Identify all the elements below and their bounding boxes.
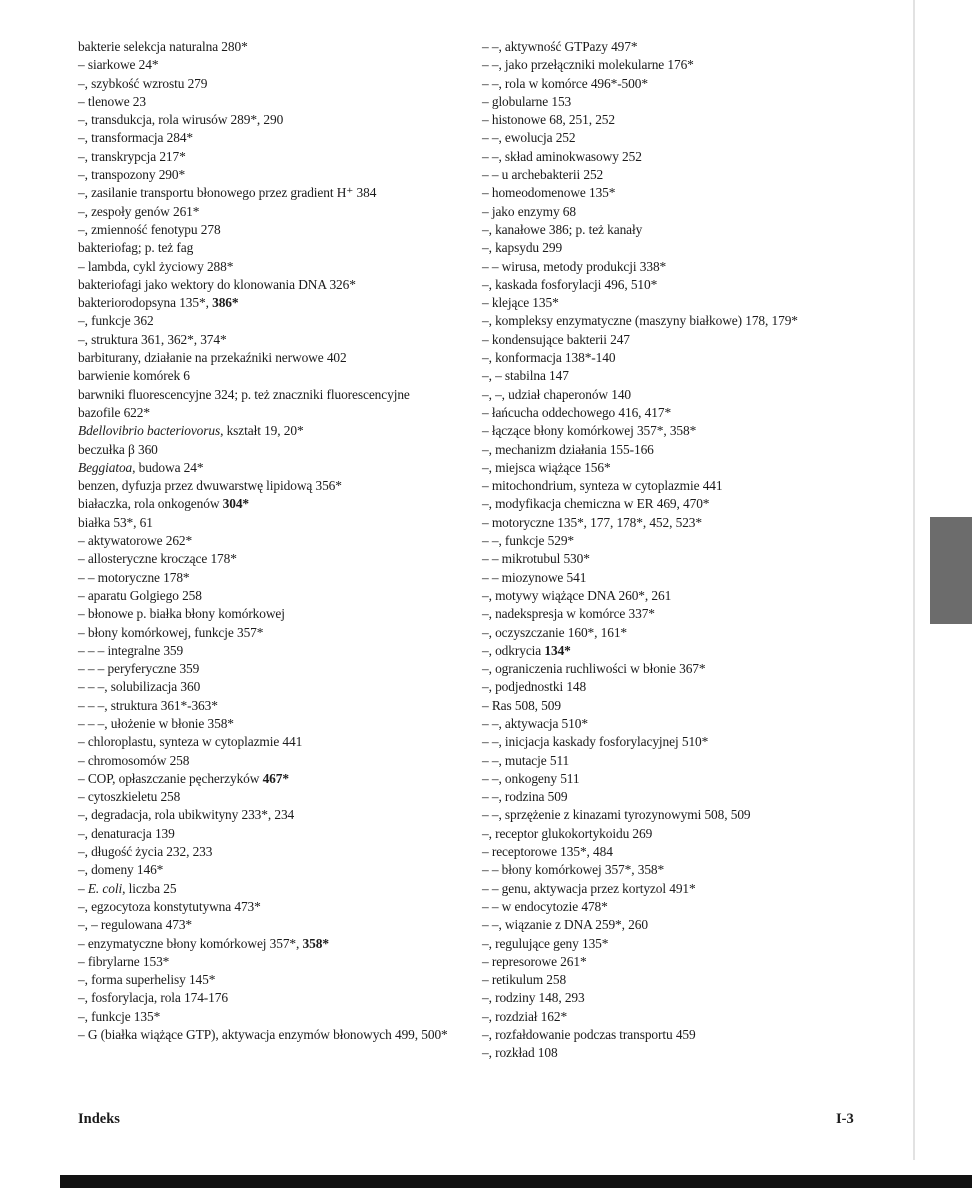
- index-entry-text: – –, onkogeny 511: [482, 770, 580, 786]
- index-entry-text: –, transkrypcja 217*: [78, 148, 186, 164]
- index-entry-text: – Ras 508, 509: [482, 697, 561, 713]
- index-entry: [78, 56, 466, 74]
- index-entry: [482, 642, 866, 660]
- index-entry: [78, 532, 466, 550]
- index-entry-text: – – miozynowe 541: [482, 569, 587, 585]
- index-entry: [78, 495, 466, 513]
- index-entry-text: – jako enzymy 68: [482, 203, 576, 219]
- index-entry-text: – –, mutacje 511: [482, 752, 570, 768]
- index-entry: [482, 38, 866, 56]
- index-entry-text: – – motoryczne 178*: [78, 569, 190, 585]
- index-entry: [482, 825, 866, 843]
- index-entry: [482, 184, 866, 202]
- index-entry-text: – enzymatyczne błony komórkowej 357*,: [78, 935, 303, 951]
- index-entry-text: , kształt 19, 20*: [220, 423, 304, 439]
- index-entry: [78, 514, 466, 532]
- index-entry-text: –, kompleksy enzymatyczne (maszyny białkowe) 178, 179*: [482, 313, 798, 329]
- index-entry-text: –, modyfikacja chemiczna w ER 469, 470*: [482, 496, 710, 512]
- index-entry: [482, 93, 866, 111]
- index-entry-text: – – u archebakterii 252: [482, 167, 604, 183]
- index-entry: [482, 56, 866, 74]
- index-entry-text: – represorowe 261*: [482, 953, 587, 969]
- index-entry-italic: Beggiatoa: [78, 459, 133, 475]
- index-entry-text: – –, rodzina 509: [482, 789, 568, 805]
- index-entry: [78, 166, 466, 184]
- index-entry: [482, 660, 866, 678]
- index-entry-text: – G (białka wiążące GTP), aktywacja enzymów błonowych 499, 500*: [78, 1027, 448, 1043]
- index-entry-text: –, egzocytoza konstytutywna 473*: [78, 898, 261, 914]
- index-entry-text: –, zespoły genów 261*: [78, 203, 200, 219]
- index-right-column: [482, 38, 866, 1063]
- index-entry: [482, 312, 866, 330]
- index-entry: [78, 38, 466, 56]
- index-entry: [78, 441, 466, 459]
- index-entry: [482, 495, 866, 513]
- index-entry: [78, 1026, 466, 1044]
- index-entry-text: – – błony komórkowej 357*, 358*: [482, 862, 665, 878]
- index-entry-text: –, podjednostki 148: [482, 679, 587, 695]
- index-entry: [78, 569, 466, 587]
- thumb-index-tab: [930, 517, 972, 624]
- index-entry-text: –, degradacja, rola ubikwityny 233*, 234: [78, 807, 295, 823]
- index-entry-text: bakterie selekcja naturalna 280*: [78, 39, 248, 54]
- index-entry: [482, 404, 866, 422]
- index-entry-text: –, kapsydu 299: [482, 240, 563, 256]
- index-entry-text: –, transdukcja, rola wirusów 289*, 290: [78, 112, 284, 128]
- index-entry-text: – – –, struktura 361*-363*: [78, 697, 218, 713]
- index-entry-text: – –, aktywność GTPazy 497*: [482, 39, 638, 54]
- index-entry: [78, 843, 466, 861]
- index-entry-text: – aktywatorowe 262*: [78, 533, 193, 549]
- index-entry: [482, 349, 866, 367]
- index-entry: [482, 898, 866, 916]
- index-entry-text: –, regulujące geny 135*: [482, 935, 609, 951]
- index-entry: [78, 349, 466, 367]
- index-entry: [482, 989, 866, 1007]
- index-entry: [482, 843, 866, 861]
- index-entry: [78, 697, 466, 715]
- index-entry-text: – kondensujące bakterii 247: [482, 331, 630, 347]
- index-entry: [78, 733, 466, 751]
- index-entry-text: – błonowe p. białka błony komórkowej: [78, 606, 285, 622]
- index-entry-text: – retikulum 258: [482, 972, 567, 988]
- index-entry-text: – – wirusa, metody produkcji 338*: [482, 258, 667, 274]
- index-entry: [78, 880, 466, 898]
- index-entry-text: –, kanałowe 386; p. też kanały: [482, 221, 643, 237]
- index-entry-bold-page: 134*: [544, 642, 571, 658]
- index-entry: [482, 203, 866, 221]
- index-entry: [482, 678, 866, 696]
- index-entry: [482, 221, 866, 239]
- index-entry-text: – histonowe 68, 251, 252: [482, 112, 615, 128]
- index-entry-italic: Bdellovibrio bacteriovorus: [78, 423, 221, 439]
- index-entry-text: bakteriofagi jako wektory do klonowania DNA 326*: [78, 276, 356, 292]
- index-entry: [78, 276, 466, 294]
- index-entry: [78, 587, 466, 605]
- index-entry: [482, 111, 866, 129]
- index-entry-text: –, rozdział 162*: [482, 1008, 568, 1024]
- index-entry-bold-page: 467*: [262, 770, 289, 786]
- index-entry: [482, 532, 866, 550]
- index-entry: [482, 624, 866, 642]
- index-entry-text: –, oczyszczanie 160*, 161*: [482, 624, 628, 640]
- index-entry-text: bakteriofag; p. też fag: [78, 240, 194, 256]
- index-entry: [482, 294, 866, 312]
- index-entry: [78, 660, 466, 678]
- index-entry: [78, 367, 466, 385]
- index-entry-text: –, fosforylacja, rola 174-176: [78, 990, 228, 1006]
- index-entry: [482, 441, 866, 459]
- index-entry-text: – tlenowe 23: [78, 93, 146, 109]
- index-entry: [482, 276, 866, 294]
- index-entry-text: – siarkowe 24*: [78, 57, 159, 73]
- index-entry-text: –, rodziny 148, 293: [482, 990, 585, 1006]
- index-entry: [482, 880, 866, 898]
- index-entry-text: –, domeny 146*: [78, 862, 164, 878]
- index-entry: [78, 148, 466, 166]
- index-entry-text: –, odkrycia: [482, 642, 545, 658]
- index-entry: [482, 770, 866, 788]
- index-entry-text: – –, wiązanie z DNA 259*, 260: [482, 917, 648, 933]
- index-entry-text: – – – peryferyczne 359: [78, 661, 200, 677]
- index-entry-text: –, rozkład 108: [482, 1045, 558, 1061]
- index-entry-text: – allosteryczne kroczące 178*: [78, 551, 237, 567]
- index-entry: [78, 184, 466, 202]
- index-entry-text: –, zasilanie transportu błonowego przez gradient H⁺ 384: [78, 185, 377, 201]
- index-entry-text: – receptorowe 135*, 484: [482, 844, 613, 860]
- index-entry: [482, 806, 866, 824]
- index-entry: [78, 715, 466, 733]
- index-entry: [482, 752, 866, 770]
- index-entry-text: – aparatu Golgiego 258: [78, 587, 202, 603]
- index-entry-text: –, szybkość wzrostu 279: [78, 75, 208, 91]
- index-entry-text: – –, ewolucja 252: [482, 130, 576, 146]
- index-entry-text: –, receptor glukokortykoidu 269: [482, 825, 653, 841]
- index-entry: [78, 239, 466, 257]
- index-entry: [78, 93, 466, 111]
- index-entry: [482, 1026, 866, 1044]
- index-entry: [482, 477, 866, 495]
- index-entry-text: –, transformacja 284*: [78, 130, 194, 146]
- index-entry: [482, 367, 866, 385]
- index-entry-italic: E. coli: [87, 880, 123, 896]
- index-entry-text: – chromosomów 258: [78, 752, 190, 768]
- index-entry-text: –, miejsca wiążące 156*: [482, 459, 611, 475]
- index-entry-text: –, denaturacja 139: [78, 825, 175, 841]
- index-entry: [482, 1008, 866, 1026]
- index-entry: [482, 514, 866, 532]
- index-entry-bold-page: 358*: [302, 935, 329, 951]
- index-entry: [78, 770, 466, 788]
- index-entry: [78, 989, 466, 1007]
- index-entry: [482, 788, 866, 806]
- index-entry: [78, 825, 466, 843]
- index-entry-text: –, ograniczenia ruchliwości w błonie 367*: [482, 661, 706, 677]
- index-entry-text: – – mikrotubul 530*: [482, 551, 590, 567]
- index-entry: [78, 971, 466, 989]
- index-entry: [482, 129, 866, 147]
- index-entry-text: –, transpozony 290*: [78, 167, 186, 183]
- index-entry-text: – homeodomenowe 135*: [482, 185, 616, 201]
- index-entry: [78, 258, 466, 276]
- index-entry: [482, 935, 866, 953]
- index-entry-text: – –, jako przełączniki molekularne 176*: [482, 57, 694, 73]
- index-entry-text: , budowa 24*: [132, 459, 204, 475]
- index-entry-text: – cytoszkieletu 258: [78, 789, 181, 805]
- index-entry-text: – łączące błony komórkowej 357*, 358*: [482, 423, 697, 439]
- index-left-column: [78, 38, 466, 1044]
- index-entry: [78, 422, 466, 440]
- index-entry-text: – klejące 135*: [482, 295, 559, 311]
- index-entry-text: – lambda, cykl życiowy 288*: [78, 258, 234, 274]
- index-entry-text: białka 53*, 61: [78, 514, 153, 530]
- index-entry: [78, 459, 466, 477]
- index-entry: [482, 605, 866, 623]
- index-entry-text: – globularne 153: [482, 93, 572, 109]
- index-entry: [482, 258, 866, 276]
- footer-page-number: I-3: [836, 1111, 854, 1127]
- index-entry-text: – –, aktywacja 510*: [482, 715, 588, 731]
- index-entry: [482, 422, 866, 440]
- index-entry: [78, 898, 466, 916]
- index-entry-text: barwienie komórek 6: [78, 368, 190, 384]
- scan-bottom-edge: [0, 1175, 972, 1188]
- index-entry: [78, 953, 466, 971]
- index-entry: [78, 111, 466, 129]
- index-entry: [78, 312, 466, 330]
- index-entry-text: –, mechanizm działania 155-166: [482, 441, 654, 457]
- index-entry-text: – mitochondrium, synteza w cytoplazmie 441: [482, 478, 723, 494]
- index-entry: [78, 404, 466, 422]
- index-entry: [482, 953, 866, 971]
- index-entry: [78, 752, 466, 770]
- index-entry-text: – –, sprzężenie z kinazami tyrozynowymi 508, 509: [482, 807, 751, 823]
- index-entry: [78, 477, 466, 495]
- index-entry: [482, 916, 866, 934]
- index-entry: [482, 386, 866, 404]
- index-entry: [78, 221, 466, 239]
- index-entry: [78, 129, 466, 147]
- index-entry-text: –, funkcje 135*: [78, 1008, 161, 1024]
- index-entry-text: bakteriorodopsyna 135*,: [78, 295, 213, 311]
- index-entry: [78, 624, 466, 642]
- index-entry-text: barwniki fluorescencyjne 324; p. też znaczniki fluorescencyjne: [78, 386, 410, 402]
- index-entry-bold-page: 386*: [212, 295, 239, 311]
- index-entry-text: –, motywy wiążące DNA 260*, 261: [482, 587, 672, 603]
- index-entry: [482, 971, 866, 989]
- index-entry-text: – –, rola w komórce 496*-500*: [482, 75, 648, 91]
- index-entry-text: – – –, ułożenie w błonie 358*: [78, 715, 234, 731]
- index-entry: [482, 331, 866, 349]
- index-entry-text: –, długość życia 232, 233: [78, 844, 213, 860]
- index-entry-text: – –, funkcje 529*: [482, 533, 575, 549]
- index-entry: [78, 203, 466, 221]
- index-entry: [482, 715, 866, 733]
- index-entry: [482, 75, 866, 93]
- index-entry-text: –, rozfałdowanie podczas transportu 459: [482, 1027, 696, 1043]
- footer-section-title: Indeks: [78, 1111, 120, 1127]
- index-entry: [78, 678, 466, 696]
- index-entry-text: –, – regulowana 473*: [78, 917, 193, 933]
- index-entry-text: – fibrylarne 153*: [78, 953, 170, 969]
- index-entry-text: – –, skład aminokwasowy 252: [482, 148, 642, 164]
- index-entry: [482, 569, 866, 587]
- index-entry-text: beczułka β 360: [78, 441, 158, 457]
- index-entry-text: –, –, udział chaperonów 140: [482, 386, 632, 402]
- index-entry: [78, 806, 466, 824]
- index-entry-text: –, – stabilna 147: [482, 368, 569, 384]
- index-entry: [482, 550, 866, 568]
- index-entry: [482, 166, 866, 184]
- index-entry: [78, 642, 466, 660]
- index-entry-text: benzen, dyfuzja przez dwuwarstwę lipidową 356*: [78, 478, 342, 494]
- index-entry-text: – – – integralne 359: [78, 642, 184, 658]
- index-entry-text: – błony komórkowej, funkcje 357*: [78, 624, 264, 640]
- index-entry: [78, 1008, 466, 1026]
- page-edge-line: [913, 0, 915, 1160]
- index-entry-text: –, funkcje 362: [78, 313, 154, 329]
- index-entry-text: – COP, opłaszczanie pęcherzyków: [78, 770, 263, 786]
- index-entry-text: –, konformacja 138*-140: [482, 350, 616, 366]
- index-entry: [482, 459, 866, 477]
- index-entry-text: – chloroplastu, synteza w cytoplazmie 441: [78, 734, 303, 750]
- index-entry-text: –, forma superhelisy 145*: [78, 972, 216, 988]
- index-entry-text: – – w endocytozie 478*: [482, 898, 608, 914]
- index-entry-text: – łańcucha oddechowego 416, 417*: [482, 404, 672, 420]
- index-entry-text: barbiturany, działanie na przekaźniki nerwowe 402: [78, 350, 347, 366]
- index-entry: [482, 1044, 866, 1062]
- index-entry-text: bazofile 622*: [78, 404, 150, 420]
- index-entry-text-after: , liczba 25: [122, 880, 177, 896]
- index-entry: [482, 239, 866, 257]
- index-entry-bold-page: 304*: [222, 496, 250, 512]
- index-entry-text: – – genu, aktywacja przez kortyzol 491*: [482, 880, 696, 896]
- index-entry: [78, 550, 466, 568]
- index-entry: [78, 788, 466, 806]
- index-entry-text: –, zmienność fenotypu 278: [78, 221, 221, 237]
- scan-bottom-edge-gap: [0, 1172, 60, 1188]
- index-entry: [78, 916, 466, 934]
- index-entry: [482, 697, 866, 715]
- index-entry: [482, 733, 866, 751]
- index-entry-text: – – –, solubilizacja 360: [78, 679, 201, 695]
- index-entry: [78, 294, 466, 312]
- index-entry: [78, 605, 466, 623]
- index-entry: [482, 587, 866, 605]
- index-entry: [78, 386, 466, 404]
- index-entry-text: – –, inicjacja kaskady fosforylacyjnej 510*: [482, 734, 709, 750]
- index-entry-text: –, kaskada fosforylacji 496, 510*: [482, 276, 658, 292]
- index-entry: [482, 148, 866, 166]
- index-entry: [78, 861, 466, 879]
- index-entry: [482, 861, 866, 879]
- index-entry: [78, 331, 466, 349]
- index-entry-text: –: [78, 880, 88, 896]
- index-entry: [78, 935, 466, 953]
- index-entry-text: –, nadekspresja w komórce 337*: [482, 606, 655, 622]
- index-entry: [78, 75, 466, 93]
- index-entry-text: –, struktura 361, 362*, 374*: [78, 331, 227, 347]
- index-entry-text: – motoryczne 135*, 177, 178*, 452, 523*: [482, 514, 702, 530]
- index-entry-text: białaczka, rola onkogenów: [78, 496, 223, 512]
